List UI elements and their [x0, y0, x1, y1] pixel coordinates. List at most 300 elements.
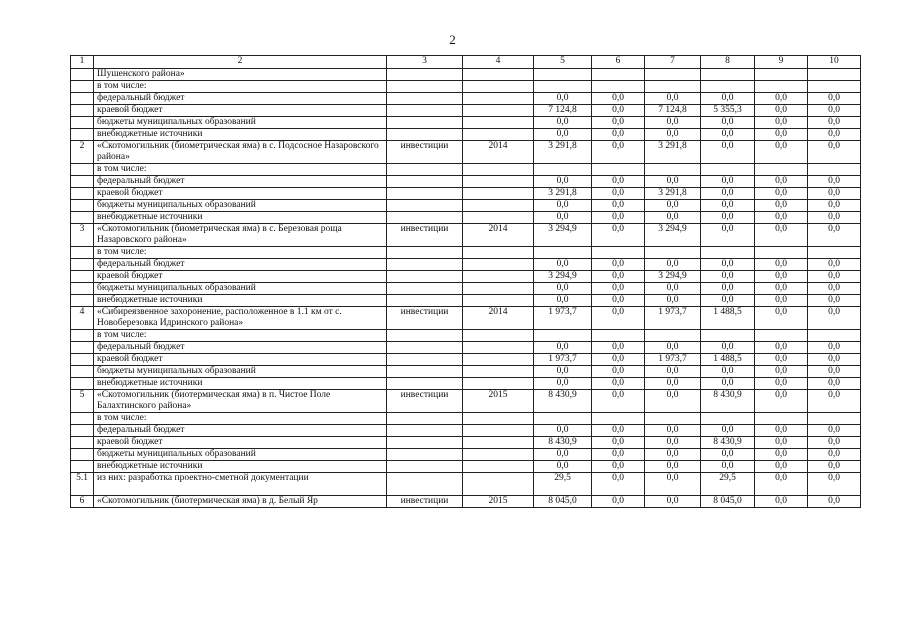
value-col10-cell: 0,0	[808, 461, 861, 473]
value-col5-cell	[534, 69, 592, 81]
year-cell	[463, 413, 534, 425]
item-name-cell: федеральный бюджет	[94, 342, 387, 354]
item-name-cell: Шушенского района»	[94, 69, 387, 81]
table-row	[71, 307, 861, 330]
table-row	[71, 212, 861, 224]
value-col7-cell: 0,0	[645, 342, 701, 354]
row-number-cell	[71, 247, 94, 259]
value-col7-cell: 0,0	[645, 378, 701, 390]
row-number-cell	[71, 117, 94, 129]
type-cell	[387, 461, 463, 473]
table-row	[71, 176, 861, 188]
value-col8-cell: 8 045,0	[701, 496, 755, 508]
table-row	[71, 188, 861, 200]
value-col9-cell: 0,0	[755, 224, 808, 247]
value-col10-cell: 0,0	[808, 342, 861, 354]
value-col8-cell: 0,0	[701, 188, 755, 200]
value-col6-cell: 0,0	[592, 117, 645, 129]
value-col9-cell: 0,0	[755, 307, 808, 330]
value-col7-cell: 0,0	[645, 366, 701, 378]
item-name-cell: в том числе:	[94, 247, 387, 259]
year-cell: 2014	[463, 141, 534, 164]
value-col6-cell	[592, 81, 645, 93]
row-number-cell	[71, 271, 94, 283]
value-col5-cell	[534, 81, 592, 93]
year-cell	[463, 129, 534, 141]
value-col10-cell: 0,0	[808, 105, 861, 117]
value-col8-cell: 0,0	[701, 224, 755, 247]
value-col9-cell	[755, 413, 808, 425]
type-cell	[387, 259, 463, 271]
value-col5-cell: 0,0	[534, 283, 592, 295]
header-cell: 2	[94, 56, 387, 69]
year-cell: 2015	[463, 390, 534, 413]
value-col6-cell: 0,0	[592, 141, 645, 164]
value-col6-cell: 0,0	[592, 366, 645, 378]
header-cell: 4	[463, 56, 534, 69]
value-col5-cell: 8 430,9	[534, 437, 592, 449]
value-col6-cell: 0,0	[592, 224, 645, 247]
value-col10-cell: 0,0	[808, 93, 861, 105]
value-col9-cell	[755, 69, 808, 81]
item-name-cell: федеральный бюджет	[94, 425, 387, 437]
year-cell	[463, 69, 534, 81]
value-col7-cell	[645, 330, 701, 342]
row-number-cell	[71, 69, 94, 81]
row-number-cell	[71, 295, 94, 307]
year-cell	[463, 164, 534, 176]
value-col9-cell: 0,0	[755, 93, 808, 105]
type-cell	[387, 188, 463, 200]
header-cell: 6	[592, 56, 645, 69]
value-col5-cell: 0,0	[534, 129, 592, 141]
value-col10-cell	[808, 247, 861, 259]
table-row	[71, 473, 861, 496]
item-name-cell: бюджеты муниципальных образований	[94, 117, 387, 129]
value-col5-cell: 3 294,9	[534, 224, 592, 247]
table-row	[71, 413, 861, 425]
table-row	[71, 129, 861, 141]
value-col10-cell: 0,0	[808, 378, 861, 390]
item-name-cell: бюджеты муниципальных образований	[94, 200, 387, 212]
table-row	[71, 117, 861, 129]
year-cell	[463, 461, 534, 473]
value-col8-cell	[701, 69, 755, 81]
value-col5-cell: 0,0	[534, 259, 592, 271]
table-row	[71, 247, 861, 259]
row-number-cell	[71, 330, 94, 342]
value-col10-cell: 0,0	[808, 390, 861, 413]
value-col8-cell: 0,0	[701, 129, 755, 141]
value-col5-cell: 3 294,9	[534, 271, 592, 283]
value-col8-cell	[701, 81, 755, 93]
value-col5-cell: 0,0	[534, 425, 592, 437]
budget-table	[70, 55, 861, 508]
value-col10-cell: 0,0	[808, 283, 861, 295]
type-cell	[387, 69, 463, 81]
row-number-cell: 5.1	[71, 473, 94, 496]
value-col9-cell	[755, 330, 808, 342]
value-col5-cell: 8 430,9	[534, 390, 592, 413]
type-cell: инвестиции	[387, 224, 463, 247]
value-col6-cell: 0,0	[592, 200, 645, 212]
page-number: 2	[449, 32, 456, 47]
table-row	[71, 425, 861, 437]
item-name-cell: краевой бюджет	[94, 105, 387, 117]
table-row	[71, 354, 861, 366]
value-col6-cell: 0,0	[592, 307, 645, 330]
value-col7-cell: 0,0	[645, 283, 701, 295]
row-number-cell	[71, 366, 94, 378]
value-col6-cell: 0,0	[592, 425, 645, 437]
value-col7-cell: 0,0	[645, 176, 701, 188]
value-col7-cell: 0,0	[645, 129, 701, 141]
value-col5-cell: 0,0	[534, 212, 592, 224]
value-col6-cell: 0,0	[592, 188, 645, 200]
value-col5-cell: 0,0	[534, 366, 592, 378]
type-cell	[387, 117, 463, 129]
value-col6-cell: 0,0	[592, 283, 645, 295]
value-col7-cell: 3 294,9	[645, 224, 701, 247]
type-cell	[387, 295, 463, 307]
table-row	[71, 449, 861, 461]
value-col9-cell: 0,0	[755, 437, 808, 449]
year-cell	[463, 271, 534, 283]
value-col8-cell: 1 488,5	[701, 307, 755, 330]
value-col5-cell: 0,0	[534, 176, 592, 188]
row-number-cell	[71, 164, 94, 176]
value-col8-cell: 0,0	[701, 449, 755, 461]
value-col8-cell: 0,0	[701, 271, 755, 283]
table-body	[71, 69, 861, 508]
value-col6-cell: 0,0	[592, 496, 645, 508]
year-cell	[463, 449, 534, 461]
table-row	[71, 271, 861, 283]
value-col10-cell: 0,0	[808, 271, 861, 283]
type-cell	[387, 342, 463, 354]
value-col10-cell: 0,0	[808, 129, 861, 141]
row-number-cell	[71, 354, 94, 366]
value-col8-cell: 0,0	[701, 200, 755, 212]
value-col10-cell: 0,0	[808, 354, 861, 366]
type-cell: инвестиции	[387, 390, 463, 413]
type-cell	[387, 283, 463, 295]
value-col7-cell	[645, 247, 701, 259]
row-number-cell	[71, 283, 94, 295]
value-col5-cell: 0,0	[534, 378, 592, 390]
item-name-cell: внебюджетные источники	[94, 461, 387, 473]
value-col7-cell: 0,0	[645, 259, 701, 271]
header-cell: 7	[645, 56, 701, 69]
value-col7-cell: 0,0	[645, 200, 701, 212]
value-col10-cell	[808, 413, 861, 425]
item-name-cell: в том числе:	[94, 164, 387, 176]
value-col6-cell: 0,0	[592, 378, 645, 390]
year-cell	[463, 93, 534, 105]
value-col9-cell: 0,0	[755, 473, 808, 496]
table-row	[71, 259, 861, 271]
value-col10-cell: 0,0	[808, 259, 861, 271]
value-col9-cell: 0,0	[755, 176, 808, 188]
value-col6-cell: 0,0	[592, 259, 645, 271]
item-name-cell: «Скотомогильник (биометрическая яма) в с. Березовая роща Назаровского района»	[94, 224, 387, 247]
value-col5-cell: 0,0	[534, 461, 592, 473]
value-col9-cell: 0,0	[755, 259, 808, 271]
year-cell	[463, 247, 534, 259]
type-cell	[387, 129, 463, 141]
row-number-cell: 3	[71, 224, 94, 247]
value-col9-cell: 0,0	[755, 295, 808, 307]
year-cell	[463, 176, 534, 188]
item-name-cell: внебюджетные источники	[94, 129, 387, 141]
value-col5-cell: 0,0	[534, 342, 592, 354]
table-row	[71, 342, 861, 354]
item-name-cell: в том числе:	[94, 413, 387, 425]
row-number-cell: 2	[71, 141, 94, 164]
value-col9-cell	[755, 81, 808, 93]
value-col7-cell: 0,0	[645, 496, 701, 508]
item-name-cell: внебюджетные источники	[94, 212, 387, 224]
item-name-cell: внебюджетные источники	[94, 295, 387, 307]
value-col8-cell: 0,0	[701, 93, 755, 105]
table-row	[71, 283, 861, 295]
item-name-cell: «Сибиреязвенное захоронение, расположенное в 1.1 км от с. Новоберезовка Идринского района»	[94, 307, 387, 330]
value-col8-cell: 0,0	[701, 378, 755, 390]
value-col7-cell: 0,0	[645, 461, 701, 473]
year-cell: 2015	[463, 496, 534, 508]
table-row	[71, 295, 861, 307]
value-col7-cell	[645, 81, 701, 93]
value-col7-cell	[645, 69, 701, 81]
value-col8-cell: 29,5	[701, 473, 755, 496]
value-col6-cell: 0,0	[592, 342, 645, 354]
value-col10-cell: 0,0	[808, 449, 861, 461]
value-col6-cell: 0,0	[592, 461, 645, 473]
header-cell: 5	[534, 56, 592, 69]
value-col9-cell: 0,0	[755, 188, 808, 200]
item-name-cell: краевой бюджет	[94, 188, 387, 200]
value-col10-cell: 0,0	[808, 176, 861, 188]
value-col6-cell	[592, 164, 645, 176]
value-col7-cell: 1 973,7	[645, 354, 701, 366]
value-col8-cell: 0,0	[701, 461, 755, 473]
table-row	[71, 437, 861, 449]
header-cell: 3	[387, 56, 463, 69]
value-col8-cell: 5 355,3	[701, 105, 755, 117]
value-col5-cell: 7 124,8	[534, 105, 592, 117]
type-cell	[387, 105, 463, 117]
value-col5-cell: 8 045,0	[534, 496, 592, 508]
value-col10-cell: 0,0	[808, 307, 861, 330]
type-cell: инвестиции	[387, 496, 463, 508]
value-col5-cell: 0,0	[534, 449, 592, 461]
value-col8-cell	[701, 247, 755, 259]
value-col8-cell: 0,0	[701, 141, 755, 164]
value-col8-cell: 1 488,5	[701, 354, 755, 366]
value-col5-cell: 1 973,7	[534, 354, 592, 366]
value-col7-cell: 0,0	[645, 93, 701, 105]
value-col6-cell: 0,0	[592, 129, 645, 141]
type-cell	[387, 354, 463, 366]
table-row	[71, 496, 861, 508]
table-row	[71, 164, 861, 176]
year-cell	[463, 200, 534, 212]
value-col7-cell: 7 124,8	[645, 105, 701, 117]
value-col7-cell	[645, 164, 701, 176]
value-col9-cell: 0,0	[755, 105, 808, 117]
year-cell	[463, 188, 534, 200]
value-col7-cell: 0,0	[645, 212, 701, 224]
item-name-cell: федеральный бюджет	[94, 93, 387, 105]
header-cell: 10	[808, 56, 861, 69]
row-number-cell: 4	[71, 307, 94, 330]
value-col5-cell	[534, 247, 592, 259]
value-col6-cell	[592, 330, 645, 342]
row-number-cell	[71, 425, 94, 437]
value-col6-cell: 0,0	[592, 354, 645, 366]
value-col6-cell: 0,0	[592, 212, 645, 224]
item-name-cell: краевой бюджет	[94, 354, 387, 366]
value-col10-cell: 0,0	[808, 141, 861, 164]
value-col8-cell: 0,0	[701, 176, 755, 188]
value-col10-cell: 0,0	[808, 437, 861, 449]
year-cell	[463, 330, 534, 342]
value-col8-cell: 0,0	[701, 283, 755, 295]
table-row	[71, 378, 861, 390]
value-col9-cell: 0,0	[755, 354, 808, 366]
value-col6-cell	[592, 247, 645, 259]
value-col10-cell	[808, 69, 861, 81]
year-cell	[463, 259, 534, 271]
value-col5-cell	[534, 413, 592, 425]
year-cell: 2014	[463, 307, 534, 330]
type-cell	[387, 176, 463, 188]
table-row	[71, 93, 861, 105]
value-col9-cell: 0,0	[755, 283, 808, 295]
item-name-cell: бюджеты муниципальных образований	[94, 449, 387, 461]
value-col9-cell: 0,0	[755, 449, 808, 461]
value-col8-cell: 8 430,9	[701, 390, 755, 413]
value-col10-cell: 0,0	[808, 188, 861, 200]
value-col9-cell: 0,0	[755, 212, 808, 224]
value-col10-cell: 0,0	[808, 117, 861, 129]
row-number-cell	[71, 449, 94, 461]
table-row	[71, 81, 861, 93]
value-col8-cell: 0,0	[701, 117, 755, 129]
table-row	[71, 330, 861, 342]
row-number-cell	[71, 259, 94, 271]
value-col8-cell: 8 430,9	[701, 437, 755, 449]
value-col5-cell: 0,0	[534, 117, 592, 129]
header-cell: 9	[755, 56, 808, 69]
item-name-cell: федеральный бюджет	[94, 176, 387, 188]
type-cell	[387, 413, 463, 425]
type-cell	[387, 378, 463, 390]
value-col10-cell	[808, 164, 861, 176]
year-cell	[463, 378, 534, 390]
value-col6-cell: 0,0	[592, 473, 645, 496]
value-col5-cell: 0,0	[534, 295, 592, 307]
item-name-cell: «Скотомогильник (биометрическая яма) в с. Подсосное Назаровского района»	[94, 141, 387, 164]
year-cell	[463, 283, 534, 295]
value-col5-cell	[534, 164, 592, 176]
type-cell	[387, 247, 463, 259]
item-name-cell: «Скотомогильник (биотермическая яма) в п. Чистое Поле Балахтинского района»	[94, 390, 387, 413]
row-number-cell	[71, 176, 94, 188]
table-row	[71, 69, 861, 81]
value-col9-cell: 0,0	[755, 390, 808, 413]
row-number-cell	[71, 413, 94, 425]
value-col6-cell: 0,0	[592, 105, 645, 117]
item-name-cell: федеральный бюджет	[94, 259, 387, 271]
type-cell: инвестиции	[387, 141, 463, 164]
row-number-cell	[71, 93, 94, 105]
row-number-cell	[71, 437, 94, 449]
value-col7-cell: 0,0	[645, 473, 701, 496]
year-cell	[463, 366, 534, 378]
type-cell	[387, 437, 463, 449]
value-col9-cell: 0,0	[755, 200, 808, 212]
year-cell	[463, 437, 534, 449]
item-name-cell: в том числе:	[94, 81, 387, 93]
value-col10-cell: 0,0	[808, 295, 861, 307]
header-row	[71, 56, 861, 69]
value-col6-cell	[592, 69, 645, 81]
year-cell: 2014	[463, 224, 534, 247]
type-cell	[387, 164, 463, 176]
value-col10-cell: 0,0	[808, 473, 861, 496]
value-col6-cell: 0,0	[592, 295, 645, 307]
value-col10-cell: 0,0	[808, 200, 861, 212]
value-col9-cell: 0,0	[755, 461, 808, 473]
item-name-cell: краевой бюджет	[94, 437, 387, 449]
year-cell	[463, 473, 534, 496]
table-row	[71, 461, 861, 473]
table-row	[71, 390, 861, 413]
row-number-cell	[71, 378, 94, 390]
value-col9-cell: 0,0	[755, 342, 808, 354]
value-col6-cell: 0,0	[592, 271, 645, 283]
type-cell	[387, 330, 463, 342]
value-col9-cell: 0,0	[755, 425, 808, 437]
value-col8-cell	[701, 164, 755, 176]
type-cell	[387, 212, 463, 224]
value-col7-cell: 3 291,8	[645, 188, 701, 200]
value-col7-cell: 0,0	[645, 117, 701, 129]
value-col8-cell: 0,0	[701, 259, 755, 271]
value-col5-cell: 1 973,7	[534, 307, 592, 330]
value-col7-cell: 3 294,9	[645, 271, 701, 283]
value-col8-cell: 0,0	[701, 295, 755, 307]
value-col9-cell: 0,0	[755, 496, 808, 508]
row-number-cell	[71, 461, 94, 473]
row-number-cell	[71, 129, 94, 141]
item-name-cell: внебюджетные источники	[94, 378, 387, 390]
value-col6-cell: 0,0	[592, 390, 645, 413]
value-col7-cell: 0,0	[645, 437, 701, 449]
value-col7-cell: 0,0	[645, 425, 701, 437]
value-col5-cell: 29,5	[534, 473, 592, 496]
value-col5-cell: 0,0	[534, 200, 592, 212]
value-col9-cell: 0,0	[755, 378, 808, 390]
value-col9-cell: 0,0	[755, 141, 808, 164]
item-name-cell: краевой бюджет	[94, 271, 387, 283]
table-row	[71, 366, 861, 378]
type-cell	[387, 366, 463, 378]
type-cell	[387, 449, 463, 461]
type-cell	[387, 93, 463, 105]
value-col6-cell: 0,0	[592, 93, 645, 105]
